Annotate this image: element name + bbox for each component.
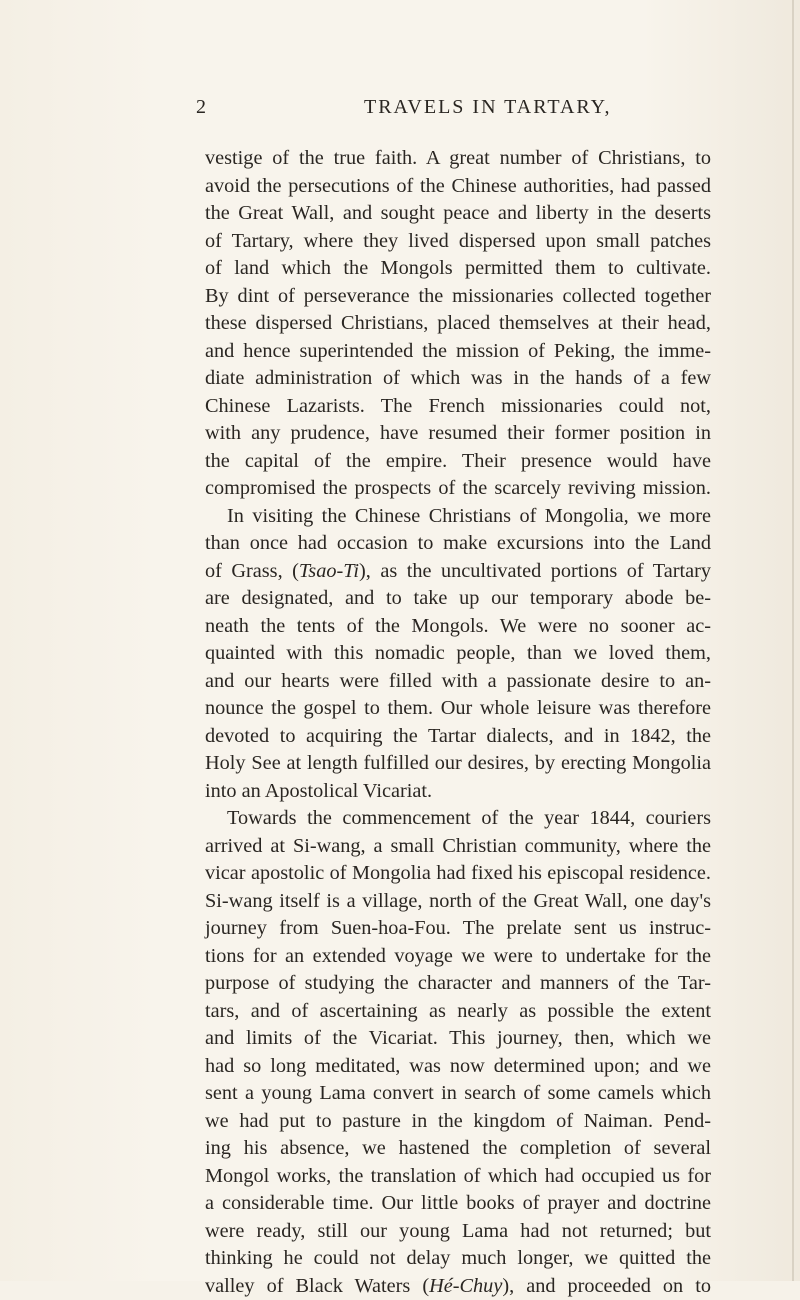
- text-line: neath the tents of the Mongols. We were no sooner ac-: [205, 613, 711, 641]
- text-line: than once had occasion to make excursions into the Land: [205, 530, 711, 558]
- text-line: arrived at Si-wang, a small Christian community, where the: [205, 833, 711, 861]
- text-line: with any prudence, have resumed their former position in: [205, 420, 711, 448]
- text-line: tars, and of ascertaining as nearly as possible the extent: [205, 998, 711, 1026]
- running-title: TRAVELS IN TARTARY,: [364, 96, 612, 119]
- page-edge: [792, 0, 794, 1281]
- text-line: the capital of the empire. Their presence would have: [205, 448, 711, 476]
- text-line: these dispersed Christians, placed themselves at their head,: [205, 310, 711, 338]
- text-line: into an Apostolical Vicariat.: [205, 778, 711, 806]
- text-line: of Grass, (Tsao-Ti), as the uncultivated portions of Tartary: [205, 558, 711, 586]
- text-line: were ready, still our young Lama had not returned; but: [205, 1218, 711, 1246]
- text-line: purpose of studying the character and manners of the Tar-: [205, 970, 711, 998]
- text-line: Mongol works, the translation of which had occupied us for: [205, 1163, 711, 1191]
- text-line: nounce the gospel to them. Our whole leisure was therefore: [205, 695, 711, 723]
- text-line: sent a young Lama convert in search of some camels which: [205, 1080, 711, 1108]
- text-line: ing his absence, we hastened the completion of several: [205, 1135, 711, 1163]
- text-line: the Great Wall, and sought peace and liberty in the deserts: [205, 200, 711, 228]
- paragraph-3: [205, 805, 711, 1300]
- text-line: diate administration of which was in the hands of a few: [205, 365, 711, 393]
- text-line: vestige of the true faith. A great number of Christians, to: [205, 145, 711, 173]
- text-line: had so long meditated, was now determined upon; and we: [205, 1053, 711, 1081]
- text-line: and limits of the Vicariat. This journey, then, which we: [205, 1025, 711, 1053]
- paragraph-2: [205, 503, 711, 806]
- text-line: we had put to pasture in the kingdom of Naiman. Pend-: [205, 1108, 711, 1136]
- text-line: tions for an extended voyage we were to undertake for the: [205, 943, 711, 971]
- body-text: [205, 145, 711, 1300]
- text-line: Chinese Lazarists. The French missionaries could not,: [205, 393, 711, 421]
- page-number: 2: [196, 96, 208, 119]
- text-line: compromised the prospects of the scarcely reviving mission.: [205, 475, 711, 503]
- text-line: journey from Suen-hoa-Fou. The prelate sent us instruc-: [205, 915, 711, 943]
- text-line: Holy See at length fulfilled our desires, by erecting Mongolia: [205, 750, 711, 778]
- text-line: In visiting the Chinese Christians of Mongolia, we more: [205, 503, 711, 531]
- text-line: devoted to acquiring the Tartar dialects, and in 1842, the: [205, 723, 711, 751]
- text-line: of land which the Mongols permitted them to cultivate.: [205, 255, 711, 283]
- text-line: Towards the commencement of the year 1844, couriers: [205, 805, 711, 833]
- italic-term: Tsao-Ti: [299, 560, 359, 582]
- text-line: of Tartary, where they lived dispersed upon small patches: [205, 228, 711, 256]
- text-line: valley of Black Waters (Hé-Chuy), and proceeded on to: [205, 1273, 711, 1300]
- text-line: thinking he could not delay much longer, we quitted the: [205, 1245, 711, 1273]
- text-line: are designated, and to take up our temporary abode be-: [205, 585, 711, 613]
- text-line: Si-wang itself is a village, north of the Great Wall, one day's: [205, 888, 711, 916]
- paragraph-1: [205, 145, 711, 503]
- text-line: a considerable time. Our little books of prayer and doctrine: [205, 1190, 711, 1218]
- text-line: and our hearts were filled with a passionate desire to an-: [205, 668, 711, 696]
- text-line: By dint of perseverance the missionaries collected together: [205, 283, 711, 311]
- text-line: avoid the persecutions of the Chinese authorities, had passed: [205, 173, 711, 201]
- text-line: and hence superintended the mission of Peking, the imme-: [205, 338, 711, 366]
- italic-term: Hé-Chuy: [429, 1275, 502, 1297]
- text-line: quainted with this nomadic people, than we loved them,: [205, 640, 711, 668]
- text-line: vicar apostolic of Mongolia had fixed his episcopal residence.: [205, 860, 711, 888]
